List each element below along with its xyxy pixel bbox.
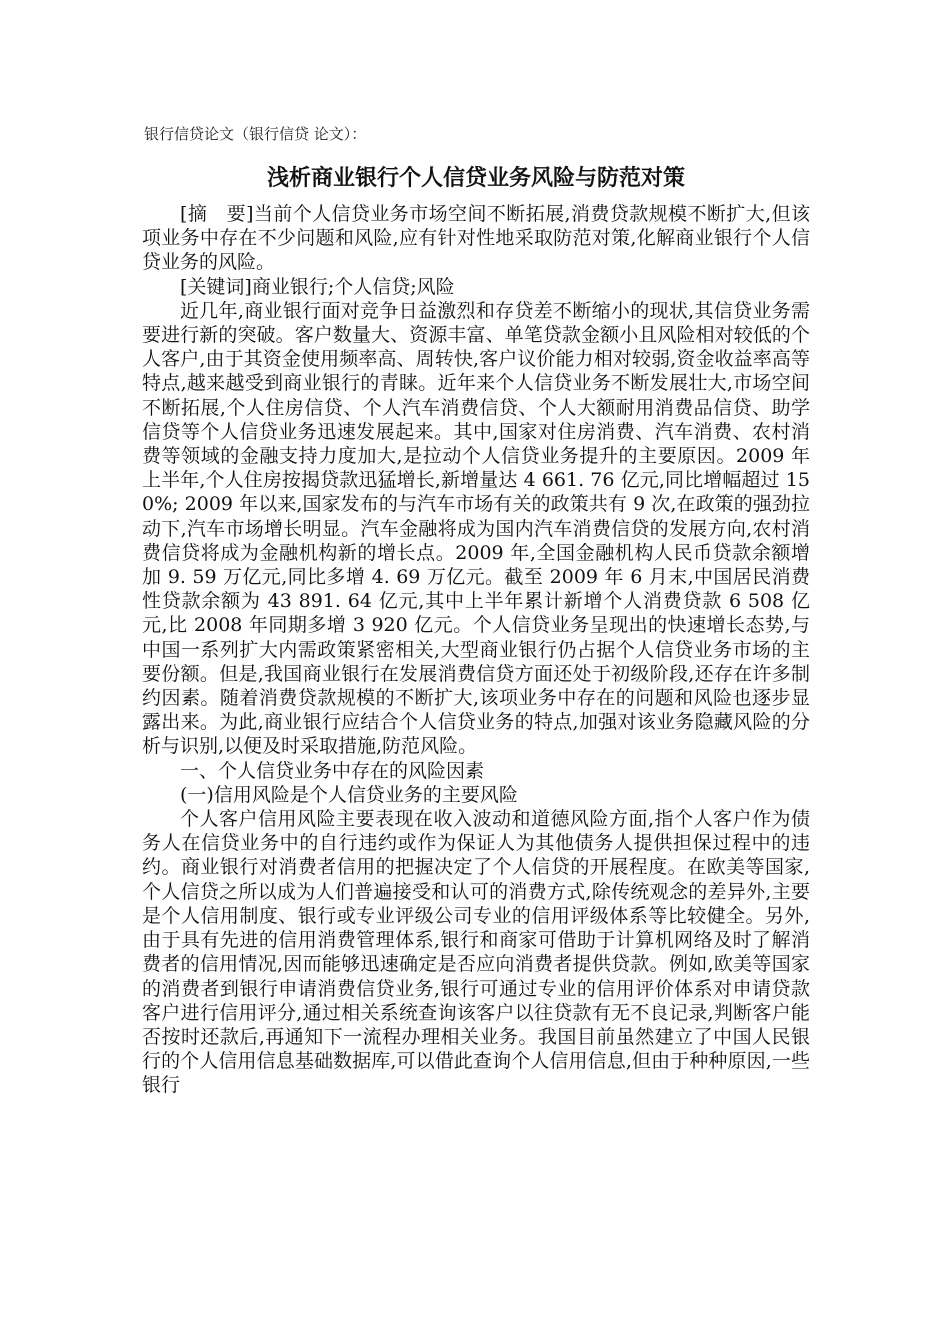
intro-paragraph: 近几年,商业银行面对竞争日益激烈和存贷差不断缩小的现状,其信贷业务需要进行新的突破。客户数量大、资源丰富、单笔贷款金额小且风险相对较低的个人客户,由于其资金使用频率高、周转快,客户议价能力相对较弱,资金收益率高等特点,越来越受到商业银行的青睐。近年来个人信贷业务不断发展壮大,市场空间不断拓展,个人住房信贷、个人汽车消费信贷、个人大额耐用消费品信贷、助学信贷等个人信贷业务迅速发展起来。其中,国家对住房消费、汽车消费、农村消费等领域的金融支持力度加大,是拉动个人信贷业务提升的主要原因。2009 年上半年,个人住房按揭贷款迅猛增长,新增量达 4 661. 76 亿元,同比增幅超过 150%; 2009 年以来,国家发布的与汽车市场有关的政策共有 9 次,在政策的强劲拉动下,汽车市场增长明显。汽车金融将成为国内汽车消费信贷的发展方向,农村消费信贷将成为金融机构新的增长点。2009 年,全国金融机构人民币贷款余额增加 9. 59 万亿元,同比多增 4. 69 万亿元。截至 2009 年 6 月末,中国居民消费性贷款余额为 43 891. 64 亿元,其中上半年累计新增个人消费贷款 6 508 亿元,比 2008 年同期多增 3 920 亿元。个人信贷业务呈现出的快速增长态势,与中国一系列扩大内需政策紧密相关,大型商业银行仍占据个人信贷业务市场的主要份额。但是,我国商业银行在发展消费信贷方面还处于初级阶段,还存在许多制约因素。随着消费贷款规模的不断扩大,该项业务中存在的问题和风险也逐步显露出来。为此,商业银行应结合个人信贷业务的特点,加强对该业务隐藏风险的分析与识别,以便及时采取措施,防范风险。 — [142, 299, 810, 758]
keywords-paragraph: [关键词]商业银行;个人信贷;风险 — [180, 275, 455, 298]
abstract-paragraph: [摘 要]当前个人信贷业务市场空间不断拓展,消费贷款规模不断扩大,但该项业务中存在不少问题和风险,应有针对性地采取防范对策,化解商业银行个人信贷业务的风险。 — [142, 203, 810, 274]
document-header: 银行信贷论文（银行信贷 论文）： — [144, 125, 367, 143]
subsection-heading: (一)信用风险是个人信贷业务的主要风险 — [180, 783, 518, 806]
body-paragraph: 个人客户信用风险主要表现在收入波动和道德风险方面,指个人客户作为债务人在信贷业务中的自行违约或作为保证人为其他债务人提供担保过程中的违约。商业银行对消费者信用的把握决定了个人信贷的开展程度。在欧美等国家,个人信贷之所以成为人们普遍接受和认可的消费方式,除传统观念的差异外,主要是个人信用制度、银行或专业评级公司专业的信用评级体系等比较健全。另外,由于具有先进的信用消费管理体系,银行和商家可借助于计算机网络及时了解消费者的信用情况,因而能够迅速确定是否应向消费者提供贷款。例如,欧美等国家的消费者到银行申请消费信贷业务,银行可通过专业的信用评价体系对申请贷款客户进行信用评分,通过相关系统查询该客户以往贷款有无不良记录,判断客户能否按时还款后,再通知下一流程办理相关业务。我国目前虽然建立了中国人民银行的个人信用信息基础数据库,可以借此查询个人信用信息,但由于种种原因,一些银行 — [142, 808, 810, 1097]
section-heading: 一、个人信贷业务中存在的风险因素 — [180, 759, 485, 782]
document-page — [142, 118, 810, 1098]
document-title: 浅析商业银行个人信贷业务风险与防范对策 — [266, 166, 685, 191]
